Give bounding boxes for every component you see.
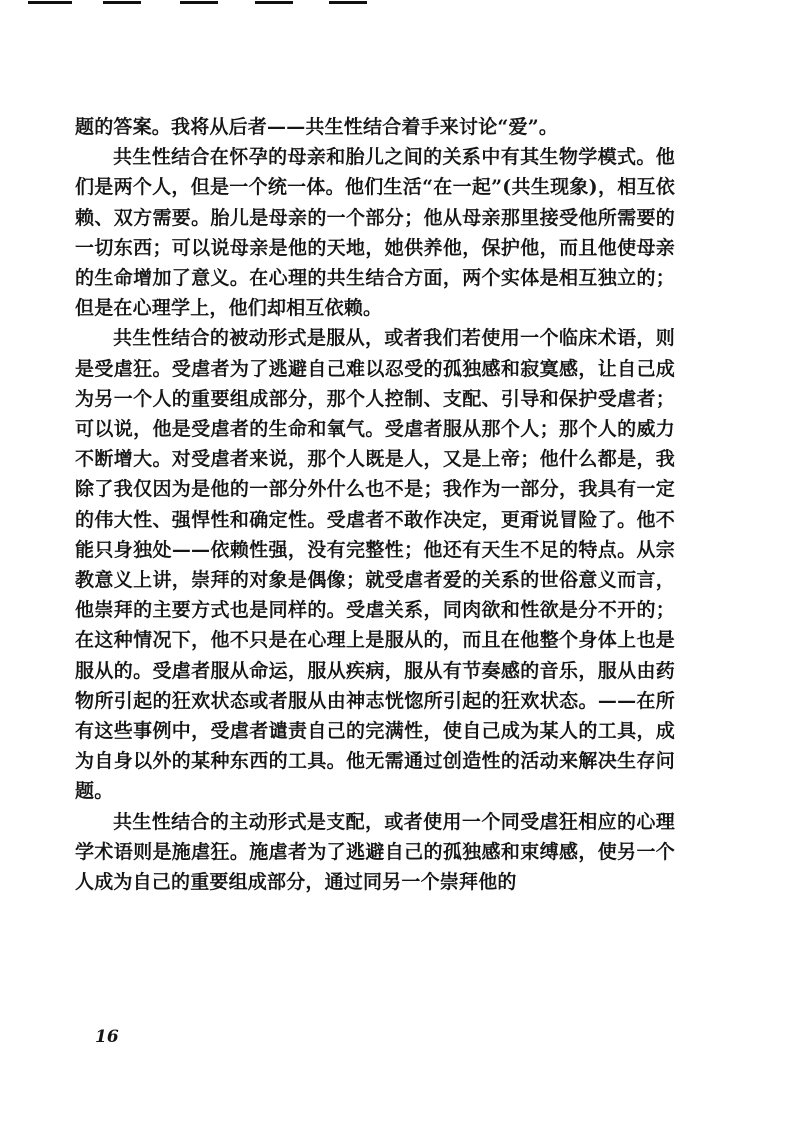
scan-top-marks bbox=[28, 0, 368, 8]
scan-mark bbox=[329, 1, 367, 4]
paragraph-continuation: 题的答案。我将从后者——共生性结合着手来讨论“爱”。 bbox=[75, 116, 559, 138]
scan-mark bbox=[180, 1, 218, 4]
scan-mark bbox=[255, 1, 293, 4]
scan-mark bbox=[28, 1, 72, 4]
book-page-text bbox=[75, 112, 675, 897]
scan-mark bbox=[103, 1, 141, 4]
paragraph-active-form: 共生性结合的主动形式是支配，或者使用一个同受虐狂相应的心理学术语则是施虐狂。施虐者为了逃避自己的孤独感和束缚感，使另一个人成为自己的重要组成部分，通过同另一个崇拜他的 bbox=[75, 810, 675, 894]
paragraph-symbiotic-union: 共生性结合在怀孕的母亲和胎儿之间的关系中有其生物学模式。他们是两个人，但是一个统一体。他们生活“在一起”(共生现象)，相互依赖、双方需要。胎儿是母亲的一个部分；他从母亲那里接受他所需要的一切东西；可以说母亲是他的天地，她供养他，保护他，而且他使母亲的生命增加了意义。在心理的共生结合方面，两个实体是相互独立的；但是在心理学上，他们却相互依赖。 bbox=[75, 146, 675, 320]
paragraph-passive-form: 共生性结合的被动形式是服从，或者我们若使用一个临床术语，则是受虐狂。受虐者为了逃避自己难以忍受的孤独感和寂寞感，让自己成为另一个人的重要组成部分，那个人控制、支配、引导和保护受虐者；可以说，他是受虐者的生命和氧气。受虐者服从那个人；那个人的威力不断增大。对受虐者来说，那个人既是人，又是上帝；他什么都是，我除了我仅因为是他的一部分外什么也不是；我作为一部分，我具有一定的伟大性、强悍性和确定性。受虐者不敢作决定，更甭说冒险了。他不能只身独处——依赖性强，没有完整性；他还有天生不足的特点。从宗教意义上讲，崇拜的对象是偶像；就受虐者爱的关系的世俗意义而言，他崇拜的主要方式也是同样的。受虐关系，同肉欲和性欲是分不开的；在这种情况下，他不只是在心理上是服从的，而且在他整个身体上也是服从的。受虐者服从命运，服从疾病，服从有节奏感的音乐，服从由药物所引起的狂欢状态或者服从由神志恍惚所引起的狂欢状态。——在所有这些事例中，受虐者谴责自己的完满性，使自己成为某人的工具，成为自身以外的某种东西的工具。他无需通过创造性的活动来解决生存问题。 bbox=[75, 327, 675, 803]
page-number: 16 bbox=[95, 1027, 119, 1047]
